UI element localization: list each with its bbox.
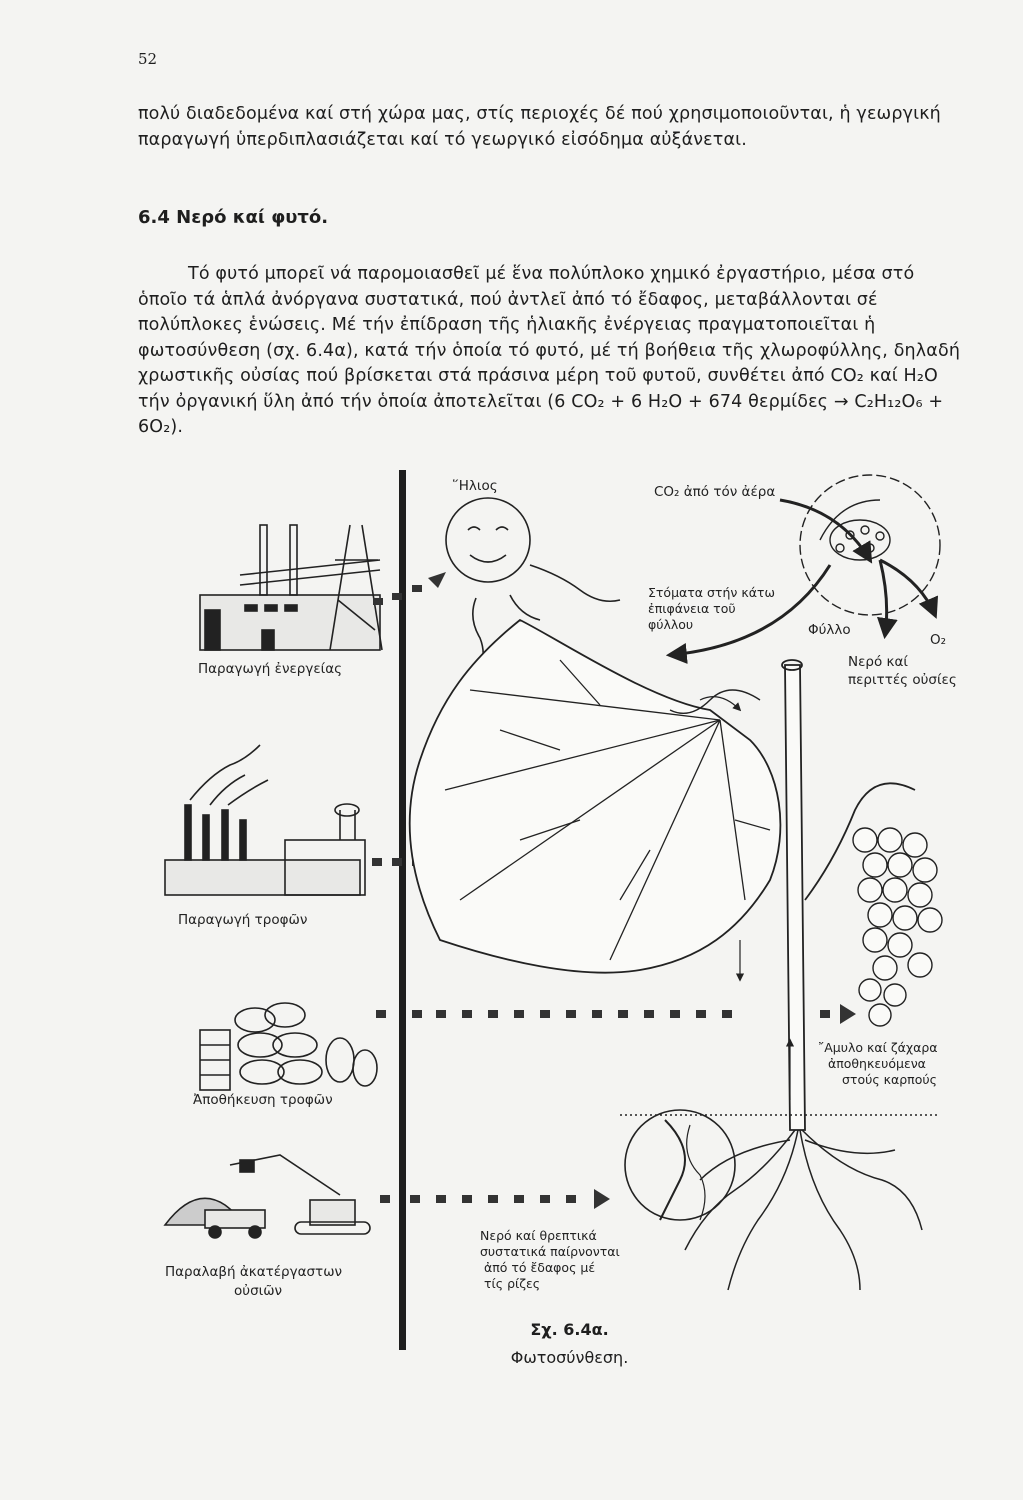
label-roots-2: συστατικά παίρνονται [480,1244,620,1259]
factory-illustration [165,745,365,895]
label-raw-materials-1: Παραλαβή ἀκατέργαστων [165,1264,343,1280]
body-paragraph: Τό φυτό μπορεῖ νά παρομοιασθεῖ μέ ἕνα πολύπλοκο χημικό ἐργαστήριο, μέσα στό ὁποῖο τά ἁπλά ἀνόργανα συστατικά, πού ἀντλεῖ ἀπό τό ἔδαφος, μεταβάλλονται σέ πολύπλοκες ἑνώσεις. Μέ τήν ἐπίδραση τῆς ἡλιακῆς ἐνέργειας πραγματοποιεῖται ἡ φωτοσύνθεση (σχ. 6.4α), κατά τήν ὁποία τό φυτό, μέ τή βοήθεια τῆς χλωροφύλλης, δηλαδή χρωστικῆς οὐσίας πού βρίσκεται στά πράσινα μέρη τοῦ φυτοῦ, συνθέτει ἀπό CO₂ καί H₂O τήν ὀργανική ὕλη ἀπό τήν ὁποία ἀποτελεῖται (6 CO₂ + 6 H₂O + 674 θερμίδες → C₂H₁₂O₆ + 6O₂). [138,264,961,437]
flow-arrows [670,500,935,655]
label-energy-production: Παραγωγή ἐνεργείας [198,661,343,677]
label-roots-3: ἀπό τό ἔδαφος μέ [484,1260,596,1275]
label-starch-2: ἀποθηκευόμενα [828,1056,926,1071]
grapes-illustration [853,828,942,1026]
page-number: 52 [138,50,158,68]
label-raw-materials-2: οὐσιῶν [234,1283,283,1299]
leaf-cell-illustration [800,475,940,615]
label-water-excess-2: περιττές οὐσίες [848,672,957,688]
label-water-excess-1: Νερό καί [848,654,908,670]
label-leaf: Φύλλο [808,622,851,638]
label-roots-4: τίς ρίζες [484,1276,541,1291]
section-heading: 6.4 Νερό καί φυτό. [138,207,329,228]
figure-caption-title: Φωτοσύνθεση. [510,1348,629,1367]
label-starch-3: στούς καρπούς [842,1072,937,1087]
label-food-storage: Ἀποθήκευση τροφῶν [193,1092,333,1108]
label-starch-1: ῎Αμυλο καί ζάχαρα [818,1040,938,1055]
label-stomata-1: Στόματα στήν κάτω [648,585,775,600]
vertical-divider [399,470,406,1350]
label-co2-from-air: CO₂ ἀπό τόν ἀέρα [654,484,776,500]
figure-caption-number: Σχ. 6.4α. [530,1320,609,1339]
label-sun: ῞Ηλιος [452,478,498,494]
label-o2: O₂ [930,632,947,648]
power-plant-illustration [200,525,382,650]
label-stomata-3: φύλλου [648,617,694,632]
label-roots-1: Νερό καί θρεπτικά [480,1228,597,1243]
storage-illustration [200,1003,377,1090]
label-food-production: Παραγωγή τροφῶν [178,912,308,928]
leaf-illustration [410,620,781,973]
label-stomata-2: ἐπιφάνεια τοῦ [648,601,736,616]
intro-paragraph: πολύ διαδεδομένα καί στή χώρα μας, στίς περιοχές δέ πού χρησιμοποιοῦνται, ἡ γεωργική παραγωγή ὑπερδιπλασιάζεται καί τό γεωργικό εἰσόδημα αὐξάνεται. [138,104,941,150]
excavator-illustration [165,1155,370,1238]
